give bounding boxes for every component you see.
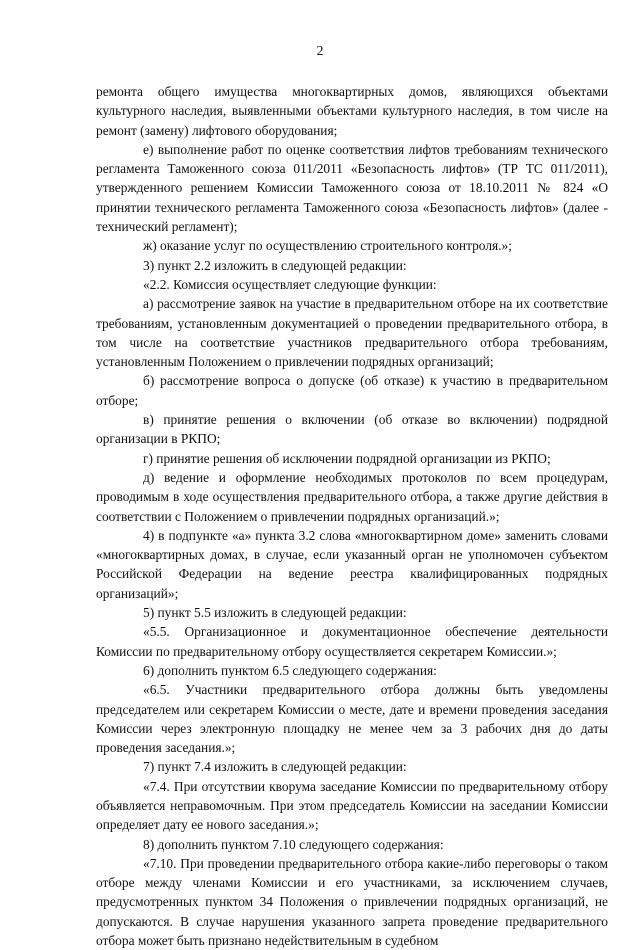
paragraph: 7) пункт 7.4 изложить в следующей редакции: [143,759,407,775]
paragraph: «7.4. При отсутствии кворума заседание Комиссии по предварительному отбору объявляется неправомочным. При этом председатель Комиссии на заседании Комиссии определяет дату ее нового заседания.»; [96,778,608,833]
paragraph: 8) дополнить пунктом 7.10 следующего содержания: [143,836,444,852]
paragraph: «7.10. При проведении предварительного отбора какие-либо переговоры о таком отборе между членами Комиссии и его участниками, за исключением случаев, предусмотренных пунктом 34 Положения о привлечении подрядных организаций, не допускаются. В случае нарушения указанного запрета проведение предварительного отбора может быть признано недействительным в судебном [96,855,608,949]
paragraph: д) ведение и оформление необходимых протоколов по всем процедурам, проводимым в ходе осуществления предварительного отбора, а также другие действия в соответствии с Положением о привлечении подрядных организаций.»; [96,469,608,524]
paragraph: 4) в подпункте «а» пункта 3.2 слова «многоквартирном доме» заменить словами «многоквартирных домах, в случае, если указанный орган не уполномочен субъектом Российской Федерации на ведение реестра квалифицированных подрядных организаций»; [96,527,608,601]
paragraph: «5.5. Организационное и документационное обеспечение деятельности Комиссии по предварительному отбору осуществляется секретарем Комиссии.»; [96,624,608,659]
paragraph: б) рассмотрение вопроса о допуске (об отказе) к участию в предварительном отборе; [96,373,608,408]
paragraph: г) принятие решения об исключении подрядной организации из РКПО; [143,450,551,466]
paragraph: «6.5. Участники предварительного отбора должны быть уведомлены председателем или секретарем Комиссии о месте, дате и времени проведения заседания Комиссии через электронную площадку не менее чем за 3 рабочих дня до даты проведения заседания.»; [96,682,608,756]
paragraph: 6) дополнить пунктом 6.5 следующего содержания: [143,662,437,678]
page-number: 2 [316,44,324,59]
document-body [96,82,608,950]
paragraph: ж) оказание услуг по осуществлению строительного контроля.»; [143,238,512,254]
paragraph: «2.2. Комиссия осуществляет следующие функции: [143,276,437,292]
paragraph: 5) пункт 5.5 изложить в следующей редакции: [143,605,407,621]
paragraph: е) выполнение работ по оценке соответствия лифтов требованиям технического регламента Таможенного союза 011/2011 «Безопасность лифтов» (ТР ТС 011/2011), утвержденного решением Комиссии Таможенного союза от 18.10.2011 № 824 «О принятии технического регламента Таможенного союза «Безопасность лифтов» (далее - технический регламент); [96,141,608,235]
paragraph: а) рассмотрение заявок на участие в предварительном отборе на их соответствие требованиям, установленным документацией о проведении предварительного отбора, в том числе на соответствие участников предварительного отбора требованиям, установленным Положением о привлечении подрядных организаций; [96,296,608,370]
paragraph: 3) пункт 2.2 изложить в следующей редакции: [143,257,407,273]
paragraph: ремонта общего имущества многоквартирных домов, являющихся объектами культурного наследия, выявленными объектами культурного наследия, в том числе на ремонт (замену) лифтового оборудования; [96,84,608,138]
paragraph: в) принятие решения о включении (об отказе во включении) подрядной организации в РКПО; [96,412,608,447]
